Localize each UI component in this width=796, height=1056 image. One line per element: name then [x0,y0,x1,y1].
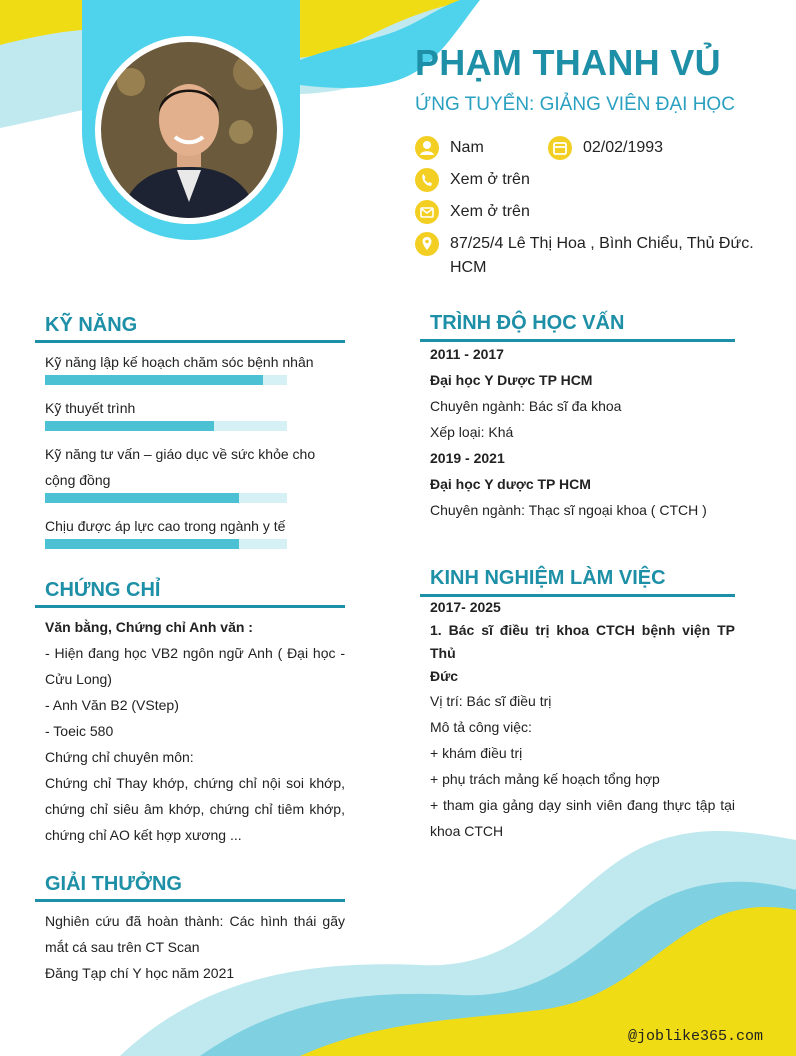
education-school: Đại học Y Dược TP HCM [430,372,593,388]
skill-bar-fill [45,493,239,503]
skill-bar [45,539,287,549]
experience-task: + tham gia gảng dạy sinh viên đang thực tập tại [430,797,735,813]
location-pin-icon [415,232,439,256]
mail-icon [415,200,439,224]
skill-line: Kỹ năng tư vấn – giáo dục về sức khỏe cho [45,446,316,462]
experience-task: + phụ trách mảng kế hoạch tổng hợp [430,771,660,787]
skills-divider [35,340,345,343]
skill-item: Kỹ thuyết trình [45,400,136,416]
education-grade: Xếp loại: Khá [430,424,514,440]
education-major: Chuyên ngành: Bác sĩ đa khoa [430,398,622,414]
skill-item [45,441,345,493]
experience-job: Đức [430,668,459,684]
education-title: TRÌNH ĐỘ HỌC VẤN [430,312,625,334]
award-line: Đăng Tạp chí Y học năm 2021 [45,965,235,981]
experience-position: Vị trí: Bác sĩ điều trị [430,693,552,709]
job-target: ỨNG TUYỂN: GIẢNG VIÊN ĐẠI HỌC [415,94,735,115]
skill-bar-fill [45,539,239,549]
awards-divider [35,899,345,902]
address-line-1: 87/25/4 Lê Thị Hoa , Bình Chiểu, Thủ Đức. [450,235,754,252]
certificate-line: Cửu Long) [45,671,112,687]
certificate-line: Chứng chỉ Thay khớp, chứng chỉ nội soi khớp, [45,775,345,791]
address-text [450,232,754,280]
gender-text: Nam [450,139,484,156]
skill-item: Chịu được áp lực cao trong ngành y tế [45,518,286,534]
education-period: 2011 - 2017 [430,346,504,362]
experience-period: 2017- 2025 [430,599,501,615]
avatar-illustration [101,42,277,218]
certificate-line: Chứng chỉ chuyên môn: [45,749,194,765]
education-period: 2019 - 2021 [430,450,505,466]
certificates-body [45,614,345,848]
birthday-row [548,136,663,160]
award-line: mắt cá sau trên CT Scan [45,939,200,955]
candidate-name: PHẠM THANH VỦ [415,42,721,83]
experience-task: khoa CTCH [430,823,504,839]
skill-line: cộng đồng [45,472,111,488]
skill-bar [45,493,287,503]
phone-icon [415,168,439,192]
calendar-icon [548,136,572,160]
phone-row [415,168,530,192]
certificates-divider [35,605,345,608]
skill-bar-fill [45,421,214,431]
address-line-2: HCM [450,259,487,276]
certificate-line: chứng chỉ AO kết hợp xương ... [45,827,242,843]
experience-job: 1. Bác sĩ điều trị khoa CTCH bệnh viện TP Thủ [430,622,735,661]
skill-bar [45,375,287,385]
experience-body [430,596,735,844]
profile-photo [95,36,283,224]
skill-bar [45,421,287,431]
certificates-heading: Văn bằng, Chứng chỉ Anh văn : [45,619,253,635]
certificates-title: CHỨNG CHỈ [45,579,161,601]
address-row [415,232,754,280]
certificate-line: chứng chỉ siêu âm khớp, chứng chỉ tiêm khớp, [45,801,345,817]
email-row [415,200,530,224]
user-icon [415,136,439,160]
education-major: Chuyên ngành: Thạc sĩ ngoại khoa ( CTCH ) [430,502,707,518]
certificate-line: - Toeic 580 [45,723,114,739]
skill-item: Kỹ năng lập kế hoạch chăm sóc bệnh nhân [45,354,314,370]
email-text: Xem ở trên [450,203,530,220]
education-school: Đại học Y dược TP HCM [430,476,591,492]
experience-desc-label: Mô tả công việc: [430,719,532,735]
footer-watermark: @joblike365.com [628,1028,764,1045]
gender-row [415,136,484,160]
experience-title: KINH NGHIỆM LÀM VIỆC [430,567,666,589]
skills-title: KỸ NĂNG [45,314,138,336]
education-body [430,341,735,523]
birthday-text: 02/02/1993 [583,139,664,156]
awards-body [45,908,345,986]
awards-title: GIẢI THƯỞNG [45,873,182,895]
skill-bar-fill [45,375,263,385]
award-line: Nghiên cứu đã hoàn thành: Các hình thái gãy [45,913,345,929]
experience-task: + khám điều trị [430,745,523,761]
phone-text: Xem ở trên [450,171,530,188]
certificate-line: - Anh Văn B2 (VStep) [45,697,179,713]
certificate-line: - Hiện đang học VB2 ngôn ngữ Anh ( Đại học - [45,645,345,661]
